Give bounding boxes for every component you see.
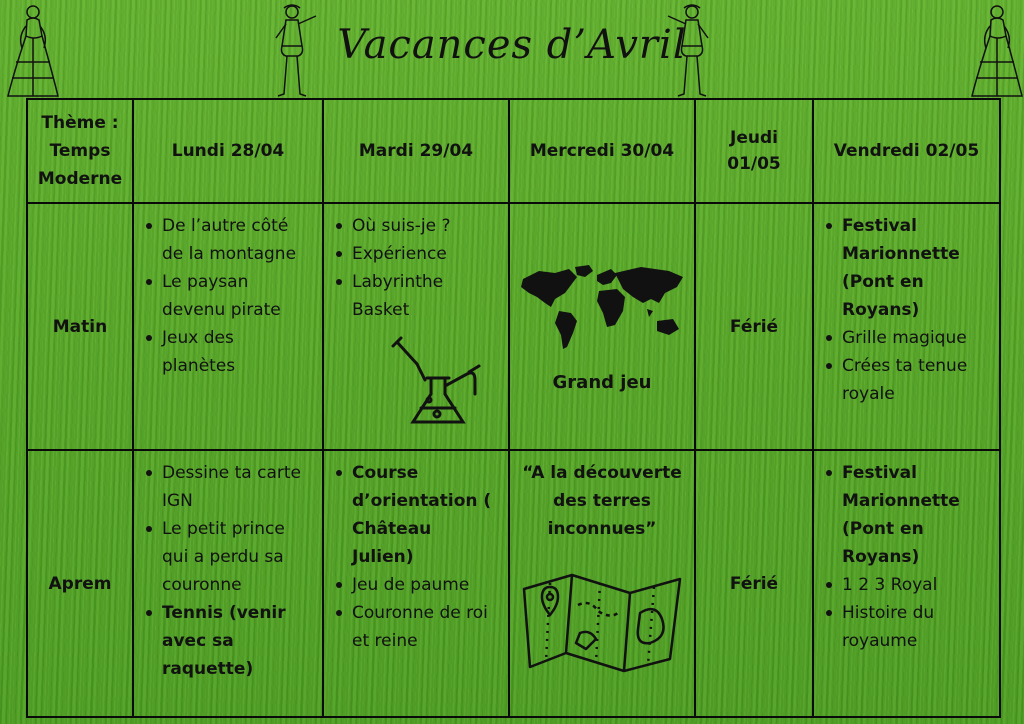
- row-label-matin: Matin: [27, 203, 133, 450]
- cell-matin-jeudi: Férié: [695, 203, 813, 450]
- cell-aprem-jeudi: Férié: [695, 450, 813, 717]
- list-item: Grille magique: [842, 324, 989, 352]
- list-item: Course d’orientation ( Château Julien): [352, 459, 498, 571]
- cell-aprem-vendredi: [813, 450, 1000, 717]
- cell-matin-vendredi: [813, 203, 1000, 450]
- list-item: Couronne de roi et reine: [352, 599, 498, 655]
- list-item: Le petit prince qui a perdu sa couronne: [162, 515, 312, 599]
- list-item: 1 2 3 Royal: [842, 571, 989, 599]
- matin-row: [27, 203, 1000, 450]
- decouverte-label: “A la découverte des terres inconnues”: [522, 463, 682, 539]
- list-item: Histoire du royaume: [842, 599, 989, 655]
- list-item: Où suis-je ?: [352, 212, 498, 240]
- theme-header: Thème : Temps Moderne: [27, 99, 133, 203]
- list-item: Le paysan devenu pirate: [162, 268, 312, 324]
- world-map-icon: [519, 263, 685, 355]
- page-title: Vacances d’Avril: [337, 22, 687, 68]
- list-item: Festival Marionnette (Pont en Royans): [842, 212, 989, 324]
- aprem-row: [27, 450, 1000, 717]
- day-header-vendredi: Vendredi 02/05: [813, 99, 1000, 203]
- day-header-jeudi: Jeudi 01/05: [695, 99, 813, 203]
- row-label-aprem: Aprem: [27, 450, 133, 717]
- lab-flask-icon: [391, 336, 481, 428]
- cell-matin-mercredi: [509, 203, 695, 450]
- folded-map-icon: [520, 553, 684, 675]
- list-item: Labyrinthe Basket: [352, 268, 498, 324]
- grand-jeu-label: Grand jeu: [552, 371, 652, 393]
- cell-matin-lundi: [133, 203, 323, 450]
- list-item: Festival Marionnette (Pont en Royans): [842, 459, 989, 571]
- cell-matin-mardi: [323, 203, 509, 450]
- cell-aprem-mardi: [323, 450, 509, 717]
- list-item: Jeu de paume: [352, 571, 498, 599]
- list-item: Crées ta tenue royale: [842, 352, 989, 408]
- list-item: Tennis (venir avec sa raquette): [162, 599, 312, 683]
- day-header-mercredi: Mercredi 30/04: [509, 99, 695, 203]
- header-row: [27, 99, 1000, 203]
- day-header-lundi: Lundi 28/04: [133, 99, 323, 203]
- day-header-mardi: Mardi 29/04: [323, 99, 509, 203]
- cell-aprem-mercredi: [509, 450, 695, 717]
- list-item: De l’autre côté de la montagne: [162, 212, 312, 268]
- list-item: Jeux des planètes: [162, 324, 312, 380]
- list-item: Dessine ta carte IGN: [162, 459, 312, 515]
- planning-table: [26, 98, 1001, 718]
- list-item: Expérience: [352, 240, 498, 268]
- cell-aprem-lundi: [133, 450, 323, 717]
